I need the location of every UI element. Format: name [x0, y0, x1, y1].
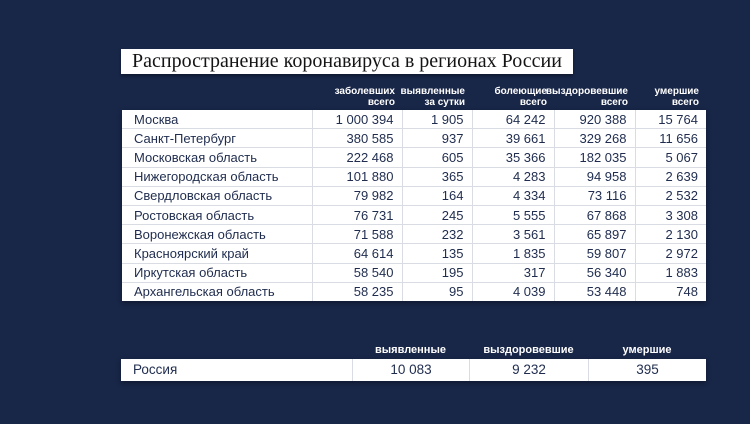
column-header-detected-daily	[402, 86, 472, 108]
value-cell: 2 639	[635, 167, 706, 186]
value-cell: 2 972	[635, 244, 706, 263]
value-cell: 135	[402, 244, 472, 263]
value-cell: 232	[402, 225, 472, 244]
value-cell: 79 982	[312, 186, 402, 205]
table-row	[122, 244, 706, 263]
value-cell: 605	[402, 148, 472, 167]
header-line: всего	[367, 97, 395, 108]
value-cell: 5 067	[635, 148, 706, 167]
header-line: за сутки	[424, 97, 465, 108]
value-cell: 101 880	[312, 167, 402, 186]
value-cell: 95	[402, 282, 472, 301]
value-cell: 748	[635, 282, 706, 301]
region-name-cell: Красноярский край	[122, 244, 312, 263]
table-row	[122, 225, 706, 244]
region-name-cell: Московская область	[122, 148, 312, 167]
value-cell: 1 883	[635, 263, 706, 282]
header-line: всего	[671, 97, 699, 108]
value-cell: 3 308	[635, 205, 706, 224]
column-header-deaths: умершие	[622, 344, 672, 356]
region-name-cell: Нижегородская область	[122, 167, 312, 186]
value-cell: 182 035	[554, 148, 635, 167]
value-cell: 73 116	[554, 186, 635, 205]
country-name-cell: Россия	[133, 362, 178, 377]
region-name-cell: Иркутская область	[122, 263, 312, 282]
table-row	[122, 167, 706, 186]
value-cell: 58 540	[312, 263, 402, 282]
value-cell: 3 561	[472, 225, 554, 244]
value-cell: 329 268	[554, 129, 635, 148]
value-cell: 65 897	[554, 225, 635, 244]
value-cell: 64 614	[312, 244, 402, 263]
value-cell: 380 585	[312, 129, 402, 148]
header-line: всего	[600, 97, 628, 108]
value-cell: 59 807	[554, 244, 635, 263]
value-cell: 35 366	[472, 148, 554, 167]
value-cell: 365	[402, 167, 472, 186]
value-cell: 4 283	[472, 167, 554, 186]
column-header-recovered: выздоровевшие	[483, 344, 574, 356]
value-cell: 937	[402, 129, 472, 148]
value-cell: 2 532	[635, 186, 706, 205]
region-name-cell: Санкт-Петербург	[122, 129, 312, 148]
value-cell: 317	[472, 263, 554, 282]
value-cell: 39 661	[472, 129, 554, 148]
column-header-deaths-total	[635, 86, 706, 108]
region-name-cell: Свердловская область	[122, 186, 312, 205]
value-cell: 71 588	[312, 225, 402, 244]
russia-header-spacer	[121, 344, 352, 357]
table-row	[122, 186, 706, 205]
value-cell: 2 130	[635, 225, 706, 244]
russia-table-header	[121, 344, 706, 357]
column-header-active-total	[472, 86, 554, 108]
table-row	[122, 263, 706, 282]
value-cell: 58 235	[312, 282, 402, 301]
region-name-cell: Ростовская область	[122, 205, 312, 224]
value-cell: 245	[402, 205, 472, 224]
column-header-detected: выявленные	[375, 344, 446, 356]
region-name-cell: Москва	[134, 111, 179, 127]
value-cell: 64 242	[472, 110, 554, 129]
value-cell: 5 555	[472, 205, 554, 224]
value-cell: 11 656	[635, 129, 706, 148]
value-cell: 10 083	[352, 359, 469, 381]
value-cell: 164	[402, 186, 472, 205]
value-cell: 195	[402, 263, 472, 282]
regions-table	[122, 110, 706, 301]
table-row	[122, 110, 706, 129]
region-name-cell: Архангельская область	[122, 282, 312, 301]
column-header-recovered-total	[545, 86, 635, 108]
header-line: болеющие	[494, 86, 547, 97]
table-row	[122, 129, 706, 148]
header-line: всего	[519, 97, 547, 108]
regions-table-header	[122, 82, 706, 108]
value-cell: 222 468	[312, 148, 402, 167]
value-cell: 53 448	[554, 282, 635, 301]
russia-summary-row	[121, 359, 706, 381]
value-cell: 9 232	[469, 359, 588, 381]
value-cell: 67 868	[554, 205, 635, 224]
header-line: выявленные	[400, 86, 465, 97]
column-header-infected-total	[312, 86, 402, 108]
value-cell: 920 388	[554, 110, 635, 129]
value-cell: 56 340	[554, 263, 635, 282]
table-row	[122, 148, 706, 167]
value-cell: 395	[588, 359, 706, 381]
value-cell: 94 958	[554, 167, 635, 186]
table-row	[122, 282, 706, 301]
value-cell: 1 905	[402, 110, 472, 129]
header-line: умершие	[654, 86, 699, 97]
header-line: заболевших	[334, 86, 395, 97]
value-cell: 1 835	[472, 244, 554, 263]
header-line: выздоровевшие	[545, 86, 628, 97]
value-cell: 4 334	[472, 186, 554, 205]
value-cell: 15 764	[635, 110, 706, 129]
value-cell: 4 039	[472, 282, 554, 301]
table-row	[122, 205, 706, 224]
value-cell: 76 731	[312, 205, 402, 224]
region-name-cell: Воронежская область	[122, 225, 312, 244]
page-title: Распространение коронавируса в регионах России	[121, 49, 573, 74]
value-cell: 1 000 394	[312, 110, 402, 129]
